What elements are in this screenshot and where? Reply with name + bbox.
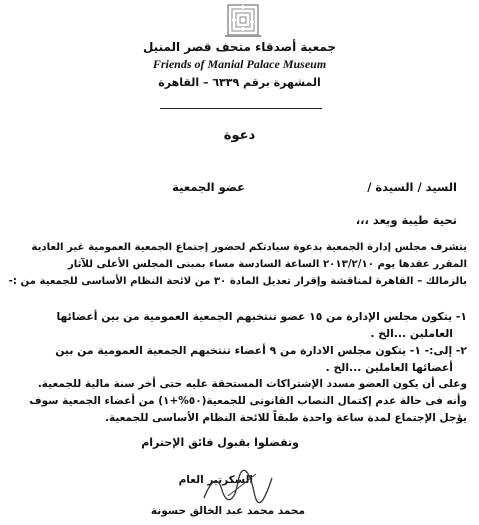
salutation-to: السيد / السيدة / [367, 180, 457, 194]
handwritten-signature [198, 468, 278, 510]
item-line: العاملين ...الخ . [370, 327, 453, 340]
signatory-title: السكرتير العام [178, 474, 253, 486]
document-title: دعوة [223, 128, 256, 143]
registration-line: المشهرة برقم ٦٣٣٩ – القاهرة [158, 76, 321, 89]
society-english-name: Friends of Manial Palace Museum [152, 57, 327, 71]
body-line: يتشرف مجلس إدارة الجمعية بدعوة سيادتكم لحضور إجتماع الجمعية العمومية غير العادية [31, 242, 467, 253]
member-label: عضو الجمعية [172, 180, 245, 194]
header-divider [160, 108, 322, 109]
society-logo [223, 4, 263, 38]
signatory-name: محمد محمد عبد الخالق حسونة [150, 505, 305, 517]
note-line: وعلى أن يكون العضو مسدد الإشتراكات المستحقة عليه حتى أخر سنة مالية للجمعية. [37, 378, 467, 390]
closing-line: وتفضلوا بقبول فائق الإحترام [141, 436, 299, 449]
item-line: ٢- إلى:- ١- يتكون مجلس الادارة من ٩ أعضاء تنتخبهم الجمعية العمومية من بين [55, 344, 467, 357]
society-arabic-name: جمعية أصدقاء متحف قصر المنيل [142, 40, 337, 54]
greeting: تحية طيبة وبعد ،،، [355, 213, 457, 227]
note-line: يؤجل الإجتماع لمدة ساعة واحدة طبقاً للائحة النظام الأساسى للجمعية. [104, 412, 467, 424]
item-line: ١- يتكون مجلس الإدارة من ١٥ عضو تنتخبهم الجمعية العمومية من بين أعضائها [56, 310, 467, 323]
note-line: وأنه فى حالة عدم إكتمال النصاب القانونى للجمعية(٥٠%+١) من أعضاء الجمعية سوف [29, 395, 467, 407]
body-line: المقرر عقدها يوم ٢٠١٣/٢/١٠ الساعة السادسة مساء بمبنى المجلس الأعلى للآثار [67, 259, 467, 270]
item-line: أعضائها العاملين ...الخ . [325, 361, 453, 374]
body-line: بالزمالك – القاهرة لمناقشة وإقرار تعديل المادة ٣٠ من لائحة النظام الأساسى للجمعية من :- [8, 276, 467, 287]
